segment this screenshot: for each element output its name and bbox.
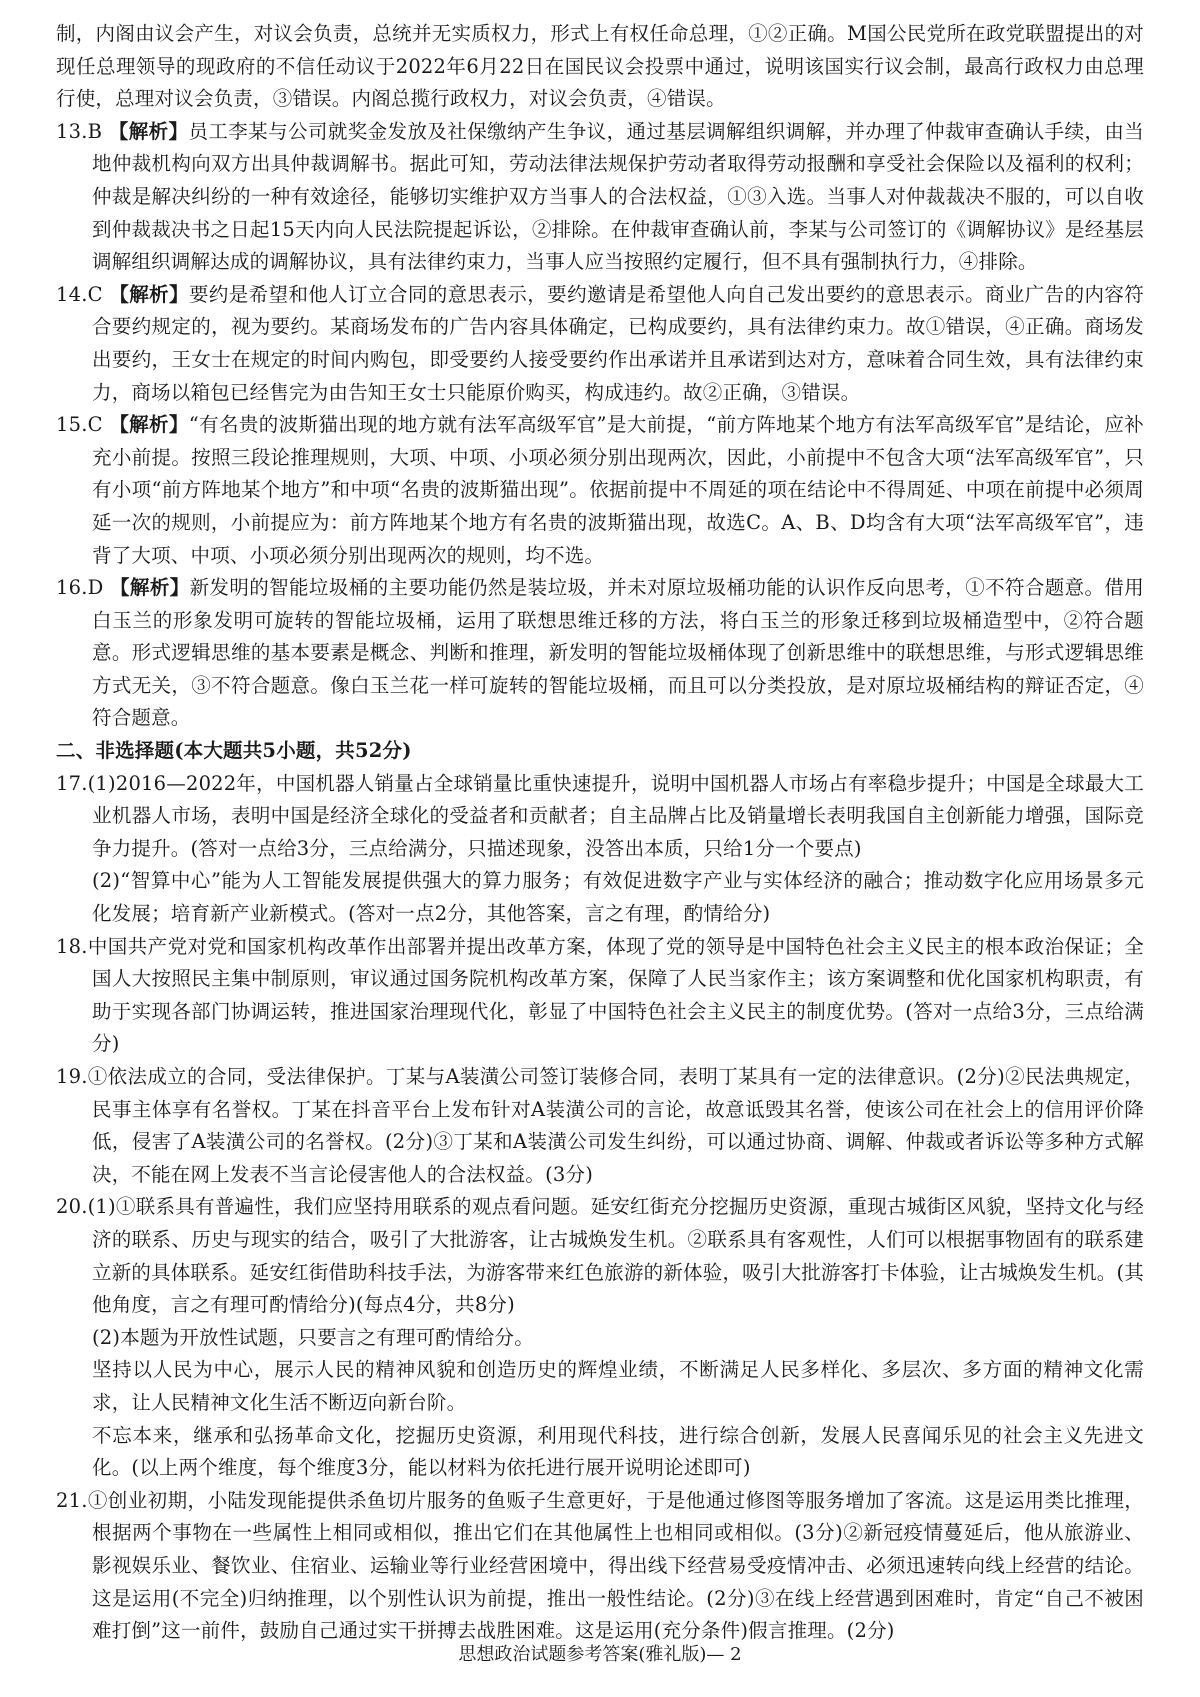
answer-20-part1-text: (1)①联系具有普遍性，我们应坚持用联系的观点看问题。延安红街充分挖掘历史资源，重现古城街区风貌，坚持文化与经济的联系、历史与现实的结合，吸引了大批游客，让古城焕发生机。②联系具有客观性，人们可以根据事物固有的联系建立新的具体联系。延安红街借助科技手法，为游客带来红色旅游的新体验，吸引大批游客打卡体验，让古城焕发生机。(其他角度，言之有理可酌情给分)(每点4分，共8分) bbox=[87, 1195, 1144, 1317]
answer-14-tag: 【解析】 bbox=[109, 282, 189, 306]
answer-14 bbox=[56, 279, 1144, 409]
answer-13-tag: 【解析】 bbox=[108, 119, 189, 143]
answer-16-text: 新发明的智能垃圾桶的主要功能仍然是装垃圾，并未对原垃圾桶功能的认识作反向思考，①不符合题意。借用白玉兰的形象发明可旋转的智能垃圾桶，运用了联想思维迁移的方法，将白玉兰的形象迁移到垃圾桶造型中，②符合题意。形式逻辑思维的基本要素是概念、判断和推理，新发明的智能垃圾桶体现了创新思维中的联想思维，与形式逻辑思维方式无关，③不符合题意。像白玉兰花一样可旋转的智能垃圾桶，而且可以分类投放，是对原垃圾桶结构的辩证否定，④符合题意。 bbox=[92, 576, 1144, 730]
section-title: 二、非选择题(本大题共5小题，共52分) bbox=[56, 739, 412, 763]
answer-14-text: 要约是希望和他人订立合同的意思表示，要约邀请是希望他人向自己发出要约的意思表示。商业广告的内容符合要约规定的，视为要约。某商场发布的广告内容具体确定，已构成要约，具有法律约束力。故①错误，④正确。商场发出要约，王女士在规定的时间内购包，即受要约人接受要约作出承诺并且承诺到达对方，意味着合同生效，具有法律约束力，商场以箱包已经售完为由告知王女士只能原价购买，构成违约。故②正确，③错误。 bbox=[92, 282, 1144, 404]
answer-18-label: 18. bbox=[56, 934, 88, 958]
answer-21-label: 21. bbox=[56, 1488, 88, 1512]
intro-paragraph: 制，内阁由议会产生，对议会负责，总统并无实质权力，形式上有权任命总理，①②正确。M国公民党所在政党联盟提出的对现任总理领导的现政府的不信任动议于2022年6月22日在国民议会投票中通过，说明该国实行议会制，最高行政权力由总理行使，总理对议会负责，③错误。内阁总揽行政权力，对议会负责，④错误。 bbox=[56, 22, 1144, 111]
answer-13-text: 员工李某与公司就奖金发放及社保缴纳产生争议，通过基层调解组织调解，并办理了仲裁审查确认手续，由当地仲裁机构向双方出具仲裁调解书。据此可知，劳动法律法规保护劳动者取得劳动报酬和享受社会保险以及福利的权利；仲裁是解决纠纷的一种有效途径，能够切实维护双方当事人的合法权益，①③入选。当事人对仲裁裁决不服的，可以自收到仲裁裁决书之日起15天内向人民法院提起诉讼，②排除。在仲裁审查确认前，李某与公司签订的《调解协议》是经基层调解组织调解达成的调解协议，具有法律约束力，当事人应当按照约定履行，但不具有强制执行力，④排除。 bbox=[92, 119, 1144, 274]
answer-21 bbox=[56, 1485, 1144, 1648]
answer-19-text: ①依法成立的合同，受法律保护。丁某与A装潢公司签订装修合同，表明丁某具有一定的法律意识。(2分)②民法典规定，民事主体享有名誉权。丁某在抖音平台上发布针对A装潢公司的言论，故意诋毁其名誉，使该公司在社会上的信用评价降低，侵害了A装潢公司的名誉权。(2分)③丁某和A装潢公司发生纠纷，可以通过协商、调解、仲裁或者诉讼等多种方式解决，不能在网上发表不当言论侵害他人的合法权益。(3分) bbox=[87, 1065, 1144, 1186]
answer-20-part2: (2)本题为开放性试题，只要言之有理可酌情给分。 bbox=[92, 1325, 534, 1349]
answer-15-text: “有名贵的波斯猫出现的地方就有法军高级军官”是大前提，“前方阵地某个地方有法军高级军官”是结论，应补充小前提。按照三段论推理规则，大项、中项、小项必须分别出现两次，因此，小前提中不包含大项“法军高级军官”，只有小项“前方阵地某个地方”和中项“名贵的波斯猫出现”。依据前提中不周延的项在结论中不得周延、中项在前提中必须周延一次的规则，小前提应为：前方阵地某个地方有名贵的波斯猫出现，故选C。A、B、D均含有大项“法军高级军官”，违背了大项、中项、小项必须分别出现两次的规则，均不选。 bbox=[92, 413, 1144, 567]
answer-14-label: 14.C bbox=[56, 282, 103, 306]
answer-16-label: 16.D bbox=[56, 576, 104, 600]
answer-20-part4: 不忘本来，继承和弘扬革命文化，挖掘历史资源，利用现代科技，进行综合创新，发展人民喜闻乐见的社会主义先进文化。(以上两个维度，每个维度3分，能以材料为依托进行展开说明论述即可) bbox=[92, 1423, 1144, 1480]
answer-21-text: ①创业初期，小陆发现能提供杀鱼切片服务的鱼贩子生意更好，于是他通过修图等服务增加了客流。这是运用类比推理，根据两个事物在一些属性上相同或相似，推出它们在其他属性上也相同或相似。(3分)②新冠疫情蔓延后，他从旅游业、影视娱乐业、餐饮业、住宿业、运输业等行业经营困境中，得出线下经营易受疫情冲击、必须迅速转向线上经营的结论。这是运用(不完全)归纳推理，以个别性认识为前提，推出一般性结论。(2分)③在线上经营遇到困难时，肯定“自己不被困难打倒”这一前件，鼓励自己通过实干拼搏去战胜困难。这是运用(充分条件)假言推理。(2分) bbox=[87, 1488, 1144, 1643]
answer-17-part2: (2)“智算中心”能为人工智能发展提供强大的算力服务；有效促进数字产业与实体经济的融合；推动数字化应用场景多元化发展；培育新产业新模式。(答对一点2分，其他答案，言之有理，酌情给分) bbox=[92, 869, 1144, 926]
answer-17-part1 bbox=[56, 768, 1144, 866]
answer-19-label: 19. bbox=[56, 1065, 88, 1088]
answer-15 bbox=[56, 409, 1144, 572]
answer-17-label: 17. bbox=[56, 771, 88, 795]
answer-18 bbox=[56, 931, 1144, 1061]
page-body bbox=[56, 18, 1144, 1648]
answer-15-label: 15.C bbox=[56, 413, 103, 437]
answer-20-part3: 坚持以人民为中心，展示人民的精神风貌和创造历史的辉煌业绩，不断满足人民多样化、多层次、多方面的精神文化需求，让人民精神文化生活不断迈向新台阶。 bbox=[92, 1358, 1144, 1414]
answer-19 bbox=[56, 1061, 1144, 1191]
answer-13 bbox=[56, 116, 1144, 279]
answer-20-part1 bbox=[56, 1191, 1144, 1321]
answer-20-label: 20. bbox=[56, 1195, 88, 1219]
answer-18-text: 中国共产党对党和国家机构改革作出部署并提出改革方案，体现了党的领导是中国特色社会主义民主的根本政治保证；全国人大按照民主集中制原则，审议通过国务院机构改革方案，保障了人民当家作主；该方案调整和优化国家机构职责，有助于实现各部门协调运转，推进国家治理现代化，彰显了中国特色社会主义民主的制度优势。(答对一点给3分，三点给满分) bbox=[87, 934, 1144, 1056]
answer-17-part1-text: (1)2016—2022年，中国机器人销量占全球销量比重快速提升，说明中国机器人市场占有率稳步提升；中国是全球最大工业机器人市场，表明中国是经济全球化的受益者和贡献者；自主品牌占比及销量增长表明我国自主创新能力增强，国际竞争力提升。(答对一点给3分，三点给满分，只描述现象，没答出本质，只给1分一个要点) bbox=[87, 771, 1144, 860]
page-footer: 思想政治试题参考答案(雅礼版)— 2 bbox=[458, 1644, 742, 1665]
answer-15-tag: 【解析】 bbox=[109, 413, 189, 437]
answer-16-tag: 【解析】 bbox=[110, 576, 190, 600]
answer-13-label: 13.B bbox=[56, 119, 103, 143]
answer-16 bbox=[56, 572, 1144, 735]
